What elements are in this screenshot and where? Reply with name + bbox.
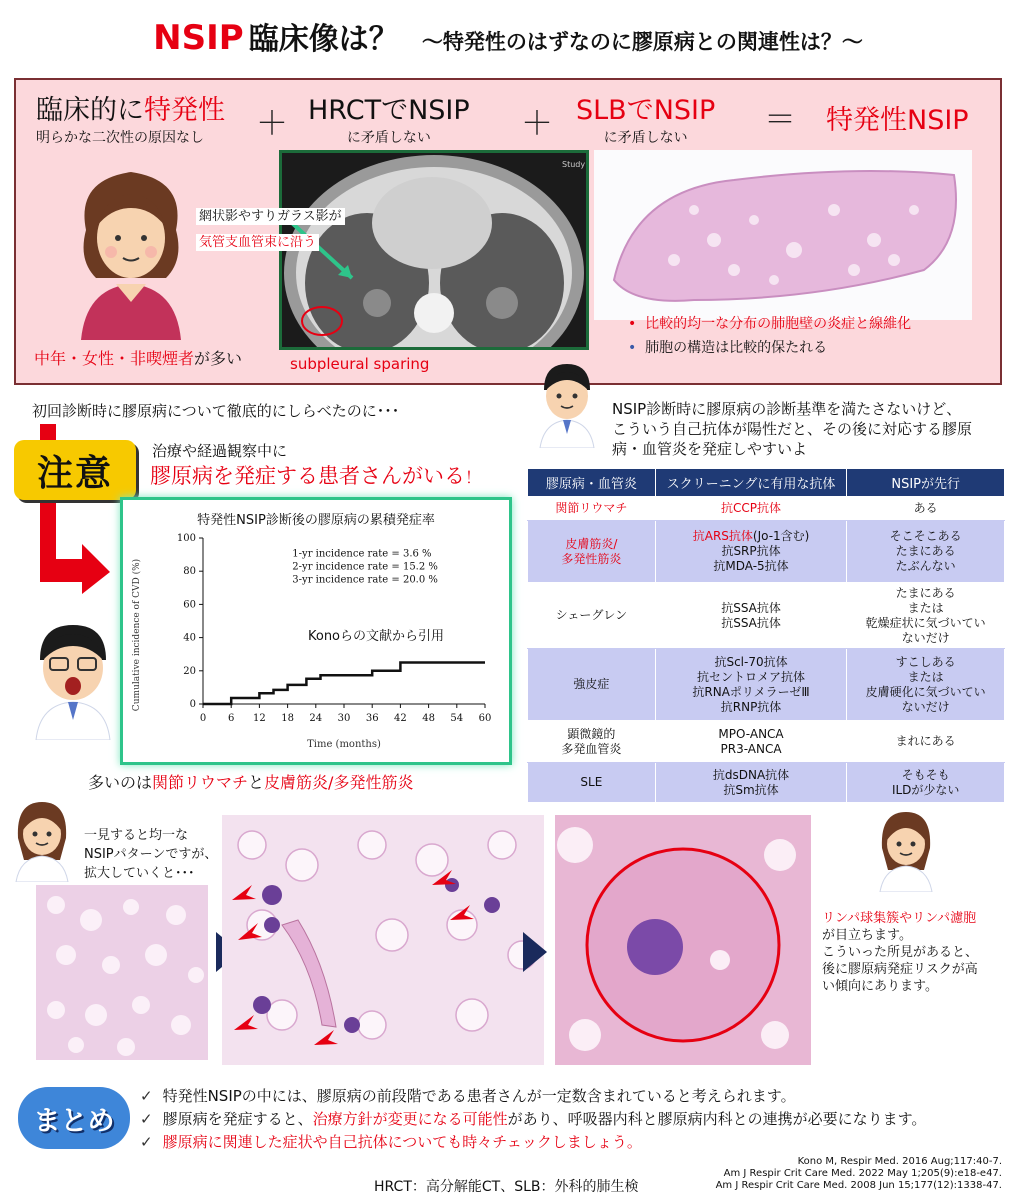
common-mid: と (248, 773, 265, 792)
table-cell-disease (528, 583, 656, 649)
table-row (528, 521, 1005, 583)
table-cell-disease (528, 521, 656, 583)
antibody-suffix: (Jo-1含む) (752, 529, 810, 543)
chart-xlabel: Time (months) (307, 739, 381, 750)
plus-sign-2: ＋ (521, 104, 554, 142)
summary-item-1-text: 特発性NSIPの中には、膠原病の前段階である患者さんが一定数含まれていると考えられます。 (162, 1087, 796, 1105)
antibody-name: 抗セントロメア抗体 (697, 669, 806, 684)
reference-3: Am J Respir Crit Care Med. 2008 Jun 15;177(12):1338-47. (715, 1180, 1002, 1191)
slb-bullet-2: • 肺胞の構造は比較的保たれる (628, 340, 828, 356)
precede-line: または (907, 600, 944, 615)
antibody-line (660, 768, 843, 783)
table-cell-precede (847, 763, 1005, 803)
chart-annotation: 3-yr incidence rate = 20.0 % (292, 574, 438, 586)
lymph-note (822, 910, 978, 995)
disease-line: 多発性筋炎 (561, 551, 622, 566)
table-row (528, 763, 1005, 803)
precede-line: 乾燥症状に気づいてい (865, 615, 986, 630)
patient-profile (34, 346, 242, 369)
hrct-label: HRCTでNSIP (308, 95, 470, 126)
chart-ytick-label: 60 (183, 599, 196, 611)
clinical-sub: 明らかな二次性の原因なし (36, 130, 204, 146)
disease-line: SLE (580, 775, 603, 789)
antibody-name: 抗SSA抗体 (721, 600, 781, 615)
antibody-name: 抗CCP抗体 (721, 501, 782, 515)
antibody-name: PR3-ANCA (720, 741, 782, 756)
summary-item-1 (140, 1085, 926, 1108)
table-cell-antibody (655, 583, 847, 649)
incidence-chart (123, 500, 509, 762)
chart-xtick-label: 42 (394, 713, 407, 724)
lymph-note-red: リンパ球集簇やリンパ濾胞 (822, 911, 977, 926)
summary-item-3-text: 膠原病に関連した症状や自己抗体についても時々チェックしましょう。 (162, 1133, 642, 1151)
chart-title: 特発性NSIP診断後の膠原病の累積発症率 (197, 513, 435, 528)
table-cell-precede (847, 649, 1005, 721)
chart-xtick-label: 24 (309, 713, 323, 724)
table-cell-antibody (655, 763, 847, 803)
chart-yticks (177, 533, 203, 710)
disease-line: 皮膚筋炎/ (565, 536, 618, 551)
definition-panel (14, 78, 1002, 385)
precede-line: ILDが少ない (891, 782, 960, 797)
chart-ytick-label: 100 (176, 533, 196, 544)
table-cell-antibody (655, 521, 847, 583)
antibody-line (660, 559, 843, 574)
table-header-row (528, 469, 1005, 497)
plus-sign-1: ＋ (256, 104, 289, 142)
references (716, 1156, 1002, 1192)
table-cell-antibody (655, 721, 847, 763)
hrct-criterion (308, 88, 470, 147)
onset-main: 膠原病を発症する患者さんがいる (150, 464, 465, 488)
lymph-note-line2: こういった所見があると、 (822, 945, 979, 960)
table-row (528, 583, 1005, 649)
slb-bullet-1-text: 比較的均一な分布の肺胞壁の炎症と線維化 (645, 316, 912, 332)
slb-sub: に矛盾しない (603, 130, 688, 146)
onset-text (150, 460, 481, 490)
lymph-note-line4: い傾向にあります。 (822, 979, 938, 994)
chart-xtick-label: 18 (281, 713, 294, 724)
female-doctor-icon-right (878, 808, 934, 892)
slb-bullet-2-text: 肺胞の構造は比較的保たれる (645, 340, 828, 356)
table-cell-disease (528, 497, 656, 521)
subpleural-sparing-label: subpleural sparing (290, 355, 430, 373)
antibody-line (660, 655, 843, 670)
abbreviations: HRCT：高分解能CT、SLB：外科的肺生検 (374, 1179, 639, 1195)
caution-badge (14, 440, 136, 500)
page-title (0, 14, 1016, 58)
common-ra: 関節リウマチ (152, 773, 249, 792)
doctor-note-line2: こういう自己抗体が陽性だと、その後に対応する膠原 (612, 420, 973, 438)
during-text: 治療や経過観察中に (152, 442, 288, 460)
female-doctor-icon-left (14, 798, 70, 882)
antibody-line (660, 601, 843, 616)
doctor-note-line1: NSIP診断時に膠原病の診断基準を満たさないけど、 (612, 400, 962, 418)
antibody-name: 抗RNAポリメラーゼⅢ (692, 684, 810, 699)
lowpower-note-line3: 拡大していくと･･･ (84, 866, 195, 881)
summary-badge (18, 1087, 130, 1149)
histology-image-2 (222, 815, 544, 1065)
doctor-icon (538, 362, 596, 448)
title-main: 臨床像は？ (248, 22, 399, 57)
slb-bullet-1: • 比較的均一な分布の肺胞壁の炎症と線維化 (628, 316, 912, 332)
ct-corner-label: Study (562, 160, 586, 169)
precede-line: ないだけ (901, 630, 950, 645)
antibody-name: 抗Sm抗体 (723, 782, 779, 797)
doctor-note-line3: 病・血管炎を発症しやすいよ (612, 440, 808, 458)
chart-source: Konoらの文献から引用 (307, 629, 445, 644)
antibody-line (660, 529, 843, 544)
antibody-line (660, 670, 843, 685)
summary-item-2-text-b: があり、呼吸器内科と膠原病内科との連携が必要になります。 (507, 1110, 927, 1128)
precede-line: そもそも (901, 767, 950, 782)
table-cell-antibody (655, 649, 847, 721)
disease-line: シェーグレン (555, 608, 628, 622)
summary-badge-label: まとめ (33, 1105, 115, 1137)
table-row (528, 497, 1005, 521)
title-subtitle: ～特発性のはずなのに膠原病との関連性は？～ (421, 30, 863, 54)
table-header-precede: NSIPが先行 (847, 469, 1005, 497)
ct-note-line1: 網状影やすりガラス影が (196, 208, 345, 225)
intro-text: 初回診断時に膠原病について徹底的にしらべたのに･･･ (32, 402, 400, 420)
check-icon: ✓ (140, 1133, 153, 1151)
summary-item-3 (140, 1131, 926, 1154)
histology-lowpower-2-illustration (36, 885, 208, 1060)
disease-line: 関節リウマチ (555, 501, 628, 515)
doctor-note (612, 399, 972, 459)
antibody-name: 抗MDA-5抗体 (713, 559, 789, 573)
slb-image (594, 150, 972, 320)
histology-midpower-illustration (222, 815, 544, 1065)
lowpower-note-line1: 一見すると均一な (84, 828, 189, 843)
histology-image-3 (555, 815, 811, 1065)
precede-line: すこしある (895, 654, 956, 669)
antibody-line (660, 685, 843, 700)
chart-xtick-label: 6 (228, 713, 235, 724)
surprised-doctor-icon (30, 620, 116, 740)
antibody-name: 抗ARS抗体 (692, 529, 753, 543)
chart-xtick-label: 48 (422, 713, 435, 724)
histology-lowpower-illustration (594, 150, 972, 320)
lymph-note-line3: 後に膠原病発症リスクが高 (822, 962, 978, 977)
chart-xtick-label: 30 (337, 713, 351, 724)
table-header-antibody: スクリーニングに有用な抗体 (655, 469, 847, 497)
chart-ylabel: Cumulative incidence of CVD (%) (132, 558, 142, 712)
antibody-name: 抗RNP抗体 (720, 699, 782, 714)
title-nsip: NSIP (153, 18, 244, 58)
precede-line: ないだけ (901, 699, 950, 714)
common-prefix: 多いのは (88, 773, 153, 792)
slb-criterion (576, 88, 715, 147)
lowpower-note (84, 826, 217, 883)
table-cell-precede (847, 721, 1005, 763)
precede-line: または (907, 669, 944, 684)
patient-highlight: 中年・女性・非喫煙者 (34, 349, 195, 368)
clinical-criterion (36, 88, 225, 147)
table-cell-precede (847, 583, 1005, 649)
precede-line: まれにある (895, 734, 956, 748)
table-row (528, 649, 1005, 721)
antibody-name: 抗Scl-70抗体 (714, 654, 788, 669)
table-cell-precede (847, 521, 1005, 583)
histology-image-1 (36, 885, 208, 1060)
antibody-line (660, 501, 843, 516)
table-cell-disease (528, 721, 656, 763)
slb-findings (628, 312, 911, 360)
precede-line: たまにある (895, 544, 956, 558)
disease-line: 強皮症 (573, 677, 610, 691)
precede-line: ある (913, 501, 938, 515)
antibody-line (660, 742, 843, 757)
precede-line: 皮膚硬化に気づいてい (865, 684, 986, 699)
table-cell-precede (847, 497, 1005, 521)
table-body (528, 497, 1005, 803)
summary-item-2-text-a: 膠原病を発症すると、 (162, 1110, 313, 1128)
chart-ytick-label: 0 (189, 699, 196, 710)
disease-line: 顕微鏡的 (567, 726, 616, 741)
clinical-highlight: 特発性 (144, 95, 225, 126)
check-icon: ✓ (140, 1087, 153, 1105)
antibody-name: 抗SSA抗体 (721, 615, 781, 630)
result-label: 特発性NSIP (826, 105, 969, 136)
antibody-name: 抗dsDNA抗体 (712, 767, 790, 782)
table-header-disease: 膠原病・血管炎 (528, 469, 656, 497)
clinical-prefix: 臨床的に (36, 95, 144, 126)
chart-series-line (203, 663, 485, 705)
caution-label: 注意 (36, 452, 113, 494)
incidence-chart-panel (120, 497, 512, 765)
antibody-line (660, 544, 843, 559)
slb-label: SLBでNSIP (576, 95, 716, 126)
chart-xtick-label: 12 (253, 713, 266, 724)
chart-xticks (200, 704, 492, 724)
chart-annotation: 1-yr incidence rate = 3.6 % (292, 548, 432, 560)
histology-highpower-illustration (555, 815, 811, 1065)
chart-xtick-label: 36 (365, 713, 379, 724)
antibody-name: 抗SRP抗体 (721, 544, 781, 558)
lowpower-note-line2: NSIPパターンですが、 (84, 847, 218, 862)
table-cell-disease (528, 649, 656, 721)
common-dm: 皮膚筋炎/多発性筋炎 (264, 773, 414, 792)
hrct-sub: に矛盾しない (346, 130, 431, 146)
common-diseases (88, 770, 413, 793)
table-cell-antibody (655, 497, 847, 521)
antibody-line (660, 700, 843, 715)
onset-mark: ！ (465, 468, 482, 487)
summary-item-2 (140, 1108, 926, 1131)
table-cell-disease (528, 763, 656, 803)
ct-note (196, 204, 345, 256)
antibody-line (660, 783, 843, 798)
precede-line: たまにある (895, 585, 956, 600)
antibody-name: MPO-ANCA (718, 726, 784, 741)
lymph-note-line1: が目立ちます。 (822, 928, 912, 943)
woman-patient-icon (66, 160, 196, 340)
precede-line: たぶんない (895, 559, 956, 573)
chart-xtick-label: 0 (199, 713, 207, 724)
chart-ytick-label: 80 (183, 566, 196, 578)
chart-annotations (292, 548, 438, 585)
check-icon: ✓ (140, 1110, 153, 1128)
chart-ytick-label: 40 (183, 632, 196, 644)
antibody-line (660, 727, 843, 742)
precede-line: そこそこある (889, 529, 962, 543)
ct-note-line2: 気管支血管束に沿う (196, 234, 319, 251)
summary-item-2-red: 治療方針が変更になる可能性 (312, 1110, 508, 1128)
antibody-line (660, 616, 843, 631)
table-row (528, 721, 1005, 763)
reference-2: Am J Respir Crit Care Med. 2022 May 1;205(9):e18-e47. (723, 1168, 1002, 1179)
chart-annotation: 2-yr incidence rate = 15.2 % (292, 561, 438, 573)
magnify-arrow-2 (523, 932, 547, 972)
equals-sign: ＝ (764, 100, 797, 138)
reference-1: Kono M, Respir Med. 2016 Aug;117:40-7. (797, 1156, 1002, 1167)
disease-line: 多発血管炎 (561, 741, 622, 756)
autoantibody-table (527, 468, 1005, 803)
chart-xtick-label: 60 (478, 713, 492, 724)
patient-suffix: が多い (194, 349, 243, 368)
chart-ytick-label: 20 (183, 665, 196, 677)
summary-list (140, 1085, 926, 1154)
chart-xtick-label: 54 (450, 713, 464, 724)
